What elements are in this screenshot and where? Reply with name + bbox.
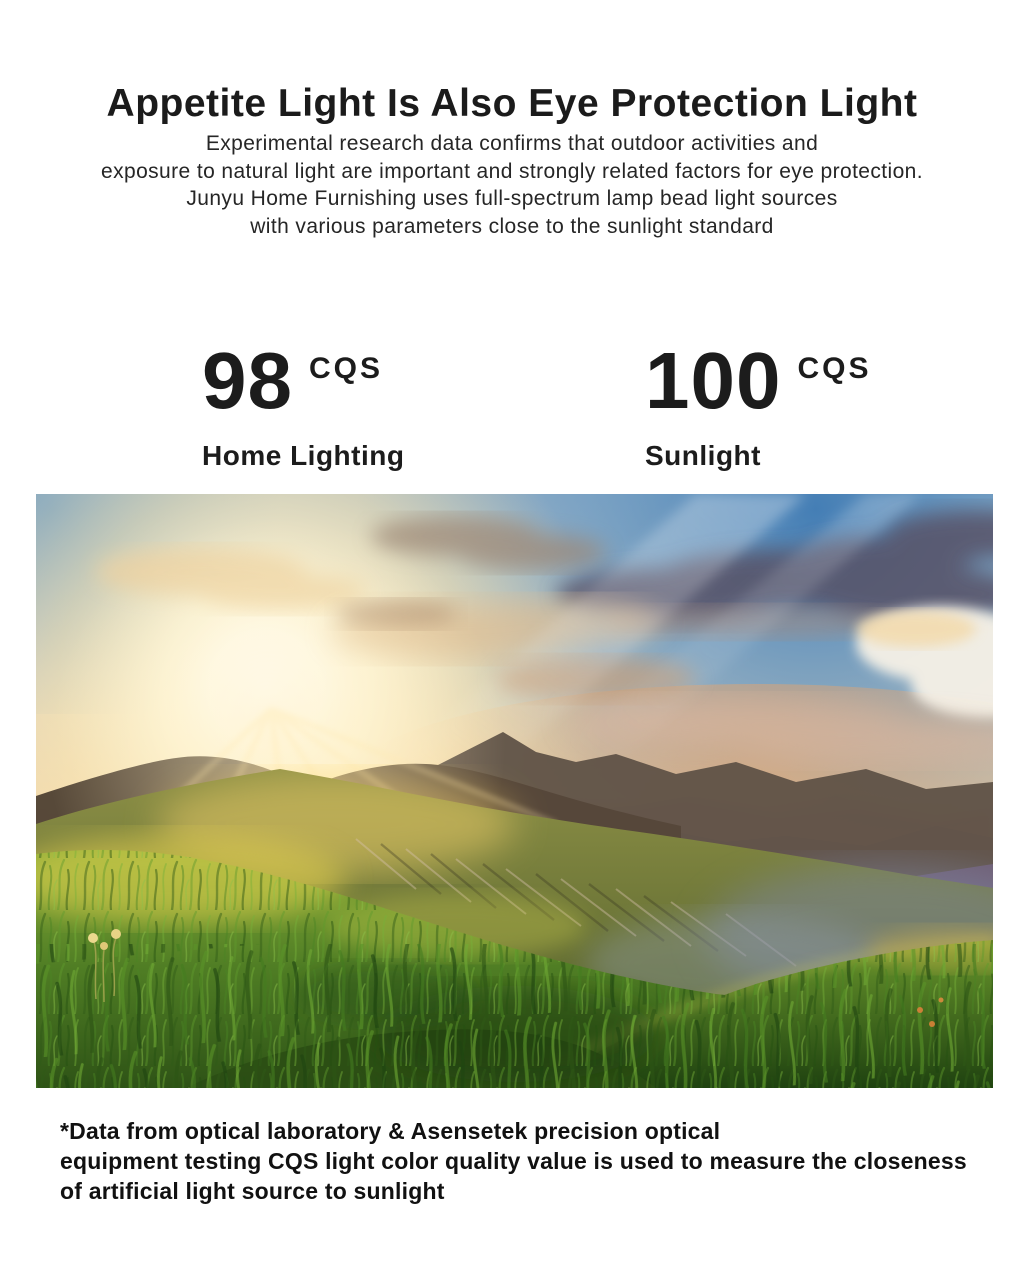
subtitle-paragraph <box>0 130 1024 240</box>
stat-home-lighting <box>202 336 405 472</box>
stat-unit: CQS <box>308 352 383 385</box>
footnote-line: *Data from optical laboratory & Asensetek precision optical <box>60 1118 721 1144</box>
footnote-line: of artificial light source to sunlight <box>60 1178 445 1204</box>
subtitle-line: with various parameters close to the sunlight standard <box>250 214 774 238</box>
stat-sunlight <box>645 336 872 472</box>
stat-number-row <box>202 336 404 425</box>
landscape-photo <box>36 494 993 1088</box>
page-title: Appetite Light Is Also Eye Protection Light <box>106 82 918 126</box>
stat-unit: CQS <box>797 352 872 385</box>
footnote <box>60 1116 970 1206</box>
footnote-line: equipment testing CQS light color quality value is used to measure the closeness <box>60 1148 967 1174</box>
stat-number-row <box>645 336 872 425</box>
subtitle-line: Experimental research data confirms that outdoor activities and <box>205 132 819 155</box>
subtitle-line: exposure to natural light are important and strongly related factors for eye protection. <box>101 159 923 183</box>
cqs-comparison <box>0 336 1024 476</box>
stat-label: Home Lighting <box>202 440 405 471</box>
stat-value: 98 <box>202 336 293 425</box>
stat-value: 100 <box>645 336 782 425</box>
subtitle-line: Junyu Home Furnishing uses full-spectrum lamp bead light sources <box>186 187 838 210</box>
stat-label: Sunlight <box>645 440 761 471</box>
